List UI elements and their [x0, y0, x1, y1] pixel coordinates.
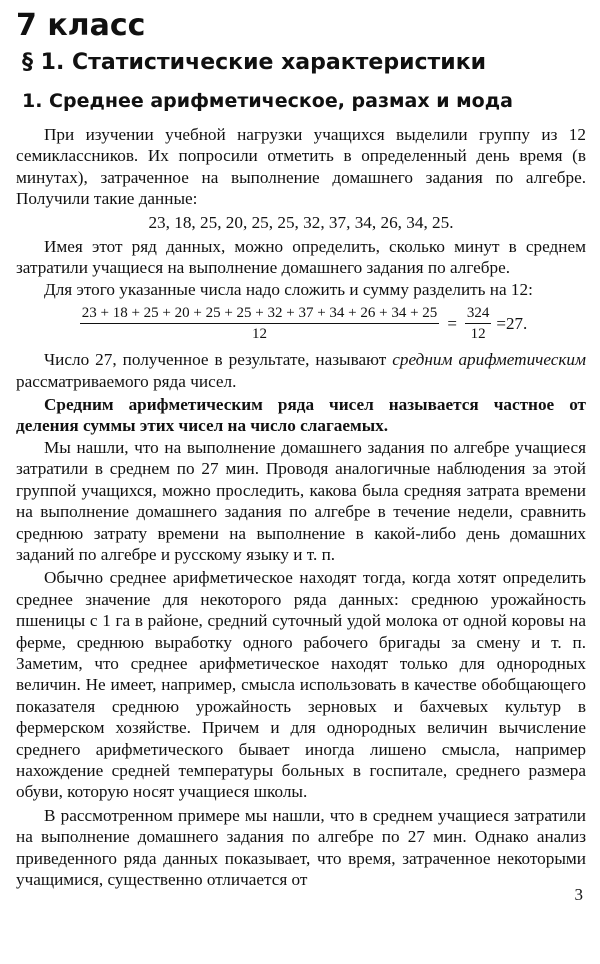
mean-term: средним арифметическим: [392, 350, 586, 370]
sum-denominator: 12: [252, 326, 268, 343]
definition-paragraph: Средним арифметическим ряда чисел называется частное от деления суммы этих чисел на число слагаемых.: [16, 395, 586, 436]
mean-term-end: рассматриваемого ряда чисел.: [16, 371, 237, 391]
analysis-paragraph: В рассмотренном примере мы нашли, что в среднем учащиеся затратили на выполнение домашнего задания по алгебре по 27 мин. Однако анализ приведенного ряда данных показывает, что время, затраченное некоторыми учащимися, существенно отличается от: [16, 805, 586, 889]
grade-heading: 7 класс: [16, 8, 146, 43]
instruction-paragraph: Для этого указанные числа надо сложить и сумму разделить на 12:: [44, 279, 533, 299]
section-heading: 1. Среднее арифметическое, размах и мода: [22, 90, 513, 112]
explanation-paragraph: Имея этот ряд данных, можно определить, сколько минут в среднем затратили учащиеся на выполнение домашнего задания по алгебре.: [16, 237, 586, 278]
data-series: 23, 18, 25, 20, 25, 25, 32, 37, 34, 26, 34, 25.: [148, 212, 454, 232]
total-numerator: 324: [465, 305, 492, 324]
sum-fraction: [80, 305, 440, 342]
chapter-heading: § 1. Статистические характеристики: [22, 50, 487, 75]
page-number: 3: [574, 885, 583, 904]
observation-paragraph: Мы нашли, что на выполнение домашнего задания по алгебре учащиеся затратили в среднем по 27 мин. Проводя аналогичные наблюдения за этой группой учащихся, можно проследить, какова была средняя затрата времени на выполнение домашнего задания по алгебре в течение недели, сравнить среднюю затрату времени на выполнение в какой-либо день домашних заданий по алгебре и русскому языку и т. п.: [16, 437, 586, 564]
formula-result: =27.: [496, 313, 528, 333]
mean-term-paragraph: [16, 349, 586, 392]
intro-paragraph: При изучении учебной нагрузки учащихся выделили группу из 12 семиклассников. Их попросили отметить в определенный день время (в минутах), затраченное на выполнение домашнего задания по алгебре. Получили такие данные:: [16, 125, 586, 209]
sum-numerator: 23 + 18 + 25 + 20 + 25 + 25 + 32 + 37 + 34 + 26 + 34 + 25: [80, 305, 440, 324]
mean-formula: [16, 305, 586, 342]
mean-term-start: Число 27, полученное в результате, называют: [44, 350, 393, 370]
total-fraction: [465, 305, 492, 342]
equals-sign: =: [447, 313, 457, 333]
usage-paragraph: Обычно среднее арифметическое находят тогда, когда хотят определить среднее значение для некоторого ряда данных: среднюю урожайность пшеницы с 1 га в районе, средний суточный удой молока от одной коровы на ферме, среднюю выработку одного рабочего бригады за смену и т. п. Заметим, что среднее арифметическое находят только для однородных величин. Не имеет, например, смысла использовать в качестве обобщающего показателя среднюю урожайность зерновых и бахчевых культур в фермерском хозяйстве. Причем и для однородных величин вычисление среднего арифметического бывает иногда лишено смысла, например нахождение средней температуры больных в госпитале, среднего размера обуви, которую носят учащиеся школы.: [16, 568, 586, 802]
total-denominator: 12: [470, 326, 486, 343]
